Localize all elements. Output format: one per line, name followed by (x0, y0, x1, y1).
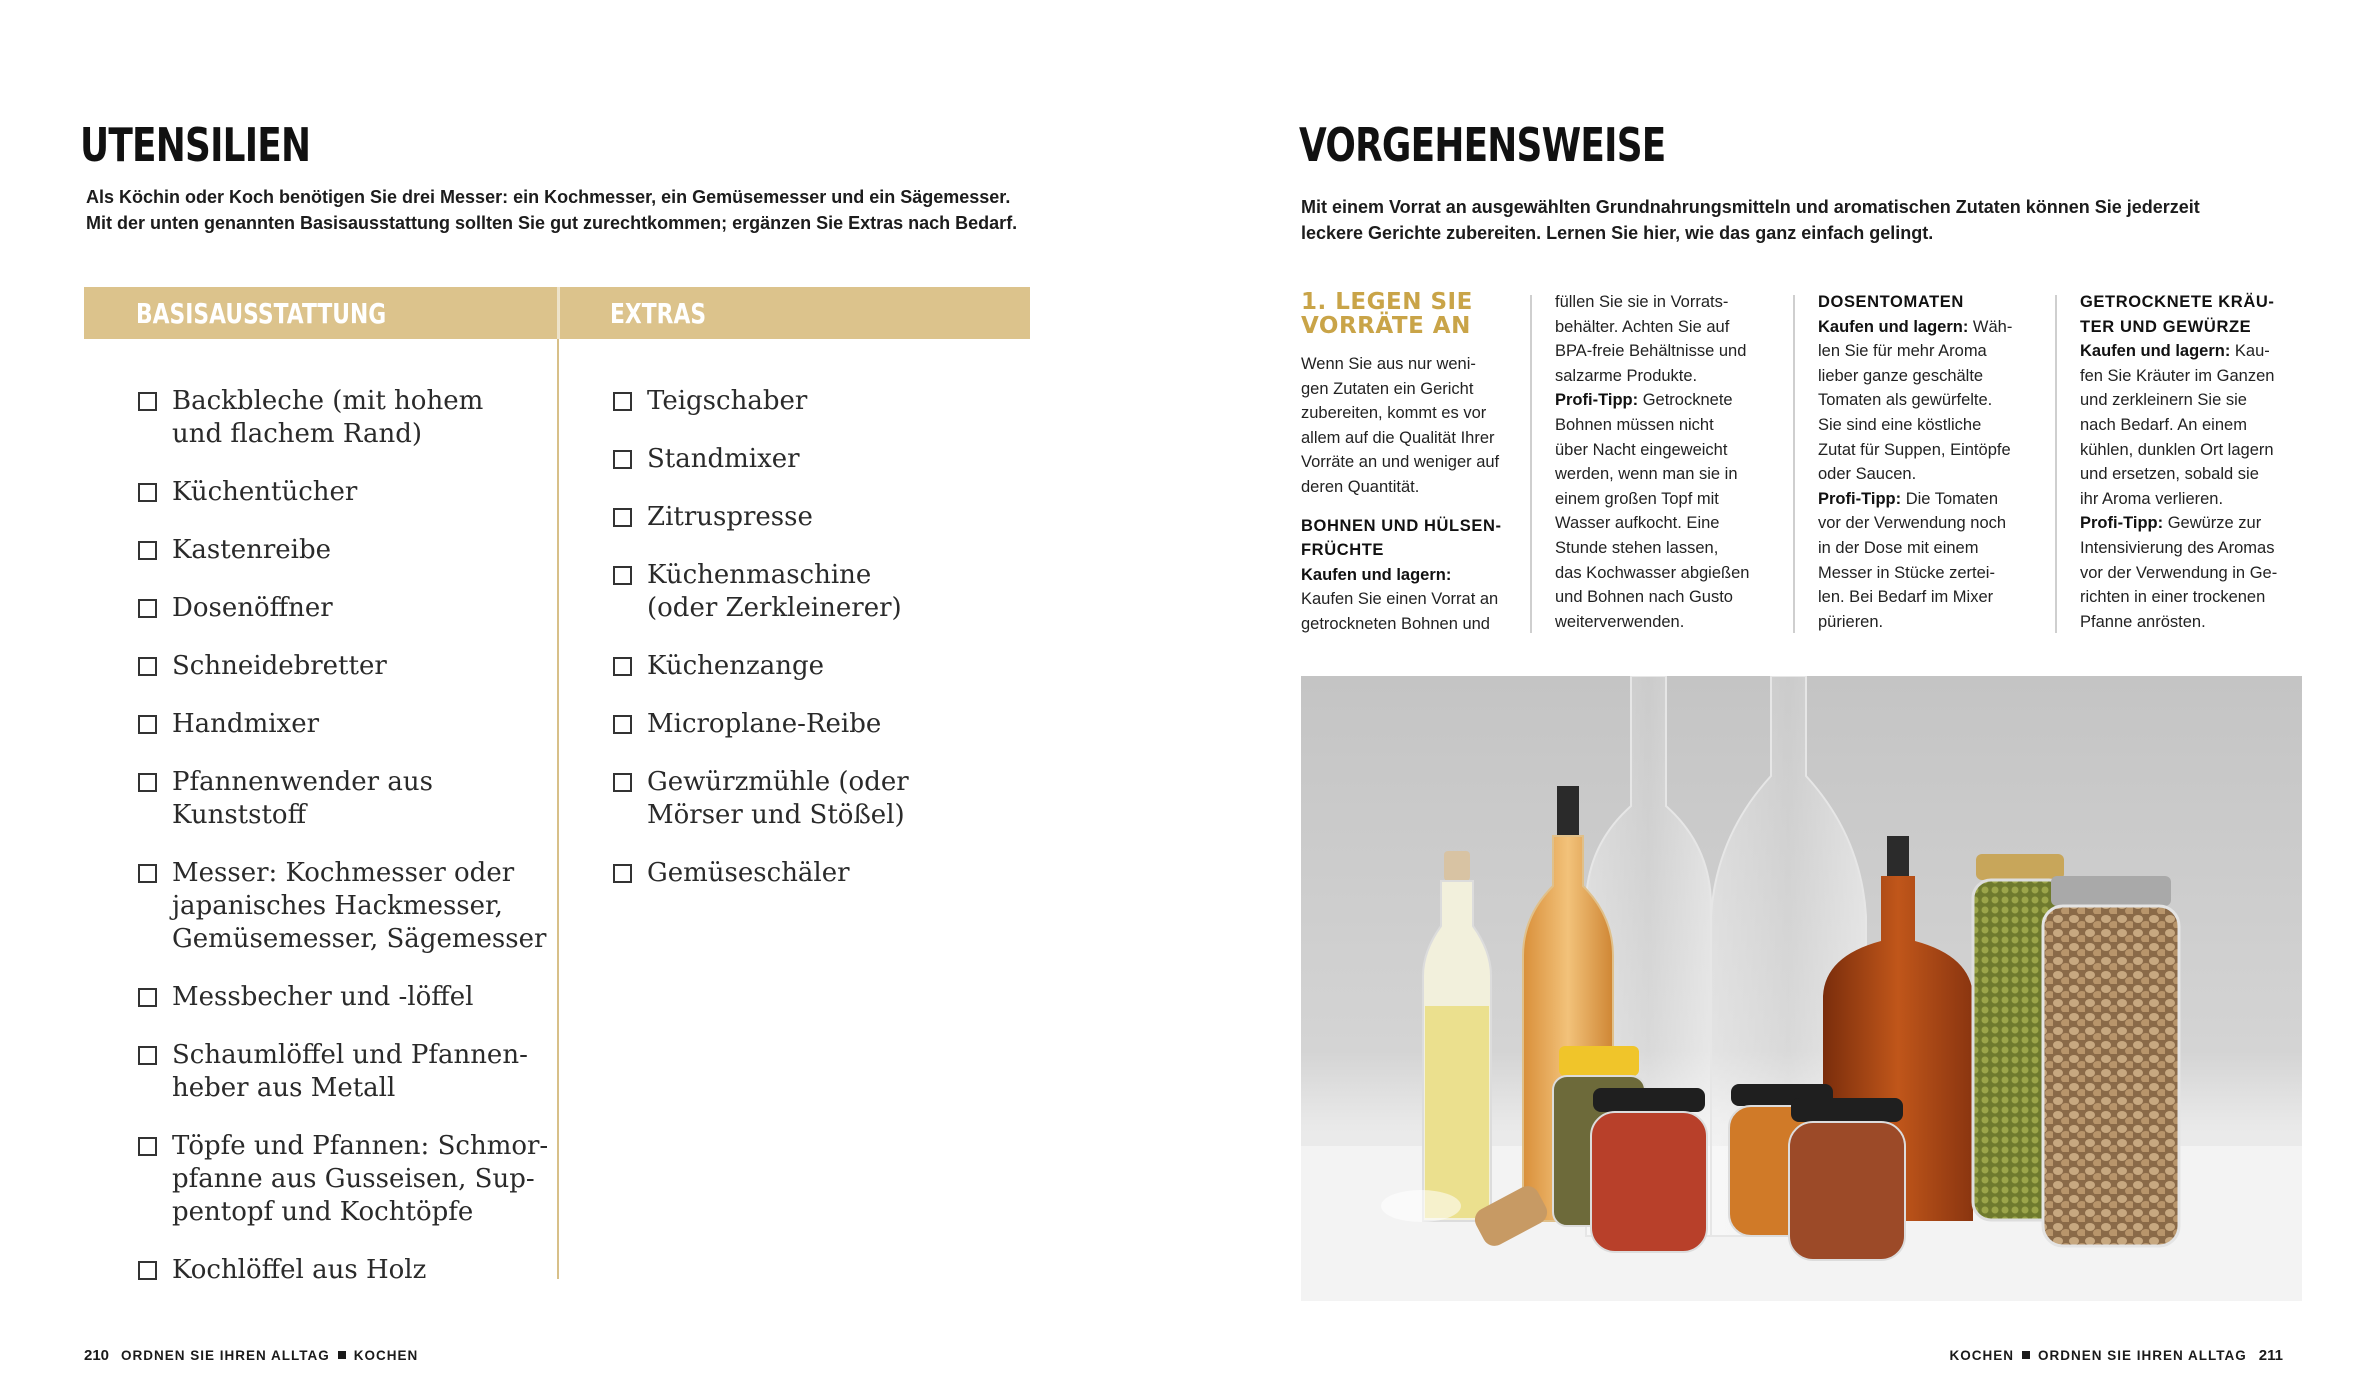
text-column-4 (2080, 290, 2305, 634)
checklist-item (138, 708, 558, 741)
right-footer (1950, 1347, 2283, 1364)
checklist-item-label: Töpfe und Pfannen: Schmor- pfanne aus Gusseisen, Sup- pentopf und Kochtöpfe (172, 1131, 549, 1227)
checklist-item (613, 650, 1013, 683)
buy-store-label: Kaufen und lagern: (1818, 317, 1969, 336)
checkbox-icon[interactable] (613, 392, 632, 411)
footer-section: ORDNEN SIE IHREN ALLTAG (121, 1348, 330, 1363)
text-column-1 (1301, 290, 1521, 637)
text-column-3 (1818, 290, 2038, 634)
checklist-item (138, 476, 558, 509)
beans-subhead: BOHNEN UND HÜLSEN- FRÜCHTE (1301, 516, 1502, 560)
checklist-item (138, 1254, 558, 1287)
beans-text-continued: füllen Sie sie in Vorrats- behälter. Achten Sie auf BPA-freie Behältnisse und salzarme Produkte. (1555, 293, 1747, 385)
left-footer (84, 1347, 418, 1364)
checklist-item-label: Gemüseschäler (647, 858, 850, 888)
herbs-body: Kau- fen Sie Kräuter im Ganzen und zerkleinern Sie sie nach Bedarf. An einem kühlen, dunklen Ort lagern und ersetzen, sobald sie ihr Aroma verlieren. (2080, 342, 2275, 508)
tip-label: Profi-Tipp: (1818, 489, 1902, 508)
tomatoes-body: Wäh- len Sie für mehr Aroma lieber ganze geschälte Tomaten als gewürfelte. Sie sind eine köstliche Zutat für Suppen, Eintöpfe oder Saucen. (1818, 317, 2013, 484)
tomatoes-subhead: DOSENTOMATEN (1818, 293, 1964, 311)
checkbox-icon[interactable] (138, 1261, 157, 1280)
step-title-line: VORRÄTE AN (1301, 313, 1471, 339)
spice-jar-lid (1593, 1088, 1705, 1112)
checkbox-icon[interactable] (613, 715, 632, 734)
page-number: 211 (2258, 1347, 2283, 1364)
checklist-item (138, 981, 558, 1014)
step-title (1301, 290, 1521, 338)
checkbox-icon[interactable] (138, 1046, 157, 1065)
checklist-item-label: Teigschaber (647, 386, 808, 416)
checkbox-icon[interactable] (138, 1137, 157, 1156)
checklist-item (613, 385, 1013, 418)
checklist-item (613, 501, 1013, 534)
utensilien-title: UTENSILIEN (80, 118, 311, 172)
herbs-subhead: GETROCKNETE KRÄU- TER UND GEWÜRZE (2080, 293, 2275, 336)
checkbox-icon[interactable] (613, 566, 632, 585)
checklist-item (138, 766, 558, 832)
basis-checklist (138, 385, 558, 1312)
checklist-item-label: Kochlöffel aus Holz (172, 1255, 427, 1285)
checklist-item-label: Microplane-Reibe (647, 709, 882, 739)
cork-stopper (1444, 851, 1470, 881)
checklist-item-label: Pfannenwender aus Kunststoff (172, 767, 433, 830)
checkbox-icon[interactable] (138, 657, 157, 676)
yellow-jar-lid (1559, 1046, 1639, 1076)
checklist-item-label: Schaumlöffel und Pfannen- heber aus Metall (172, 1040, 528, 1103)
checklist-item (138, 1130, 558, 1229)
checklist-item-label: Backbleche (mit hohem und flachem Rand) (172, 386, 484, 449)
checklist-item (138, 1039, 558, 1105)
checklist-item (613, 857, 1013, 890)
extras-header: EXTRAS (610, 297, 707, 330)
vorgehensweise-title: VORGEHENSWEISE (1299, 118, 1666, 172)
checkbox-icon[interactable] (613, 773, 632, 792)
checklist-item-label: Standmixer (647, 444, 800, 474)
chickpeas-jar (2043, 906, 2179, 1246)
step-body: Wenn Sie aus nur weni- gen Zutaten ein Gericht zubereiten, kommt es vor allem auf die Qualität Ihrer Vorräte an und weniger auf deren Quantität. (1301, 355, 1500, 496)
tomatoes-text (1818, 315, 2038, 487)
checkbox-icon[interactable] (138, 599, 157, 618)
light-reflection (1381, 1190, 1461, 1222)
utensilien-intro (86, 184, 1086, 236)
checkbox-icon[interactable] (138, 483, 157, 502)
column-rule (1793, 295, 1795, 633)
checklist-item-label: Gewürzmühle (oder Mörser und Stößel) (647, 767, 909, 830)
intro-line: Mit der unten genannten Basisausstattung sollten Sie gut zurechtkommen; ergänzen Sie Extras nach Bedarf. (86, 213, 1018, 233)
column-rule (2055, 295, 2057, 633)
square-separator-icon (338, 1351, 346, 1359)
herbs-text (2080, 339, 2305, 511)
cinnamon-jar (1789, 1122, 1905, 1260)
footer-chapter: KOCHEN (353, 1348, 419, 1363)
tip-label: Profi-Tipp: (1555, 391, 1639, 410)
checklist-item (138, 592, 558, 625)
paprika-jar (1591, 1112, 1707, 1252)
checkbox-icon[interactable] (138, 988, 157, 1007)
checkbox-icon[interactable] (613, 450, 632, 469)
page-number: 210 (84, 1347, 110, 1364)
checklist-item (613, 443, 1013, 476)
checklist-item-label: Handmixer (172, 709, 320, 739)
checkbox-icon[interactable] (138, 392, 157, 411)
beans-text: Kaufen Sie einen Vorrat an getrockneten Bohnen und (1301, 590, 1499, 633)
checklist-item-label: Zitruspresse (647, 502, 813, 532)
checklist-item-label: Schneidebretter (172, 651, 387, 681)
checkbox-icon[interactable] (138, 715, 157, 734)
jars-illustration (1301, 676, 2302, 1301)
checkbox-icon[interactable] (138, 541, 157, 560)
checklist-item (613, 766, 1013, 832)
checklist-item-label: Messer: Kochmesser oder japanisches Hackmesser, Gemüsemesser, Sägemesser (172, 858, 547, 954)
checklist-item-label: Dosenöffner (172, 593, 333, 623)
checklist-item-label: Messbecher und -löffel (172, 982, 474, 1012)
checklist-item-label: Küchenmaschine (oder Zerkleinerer) (647, 560, 902, 623)
checkbox-icon[interactable] (613, 657, 632, 676)
checkbox-icon[interactable] (613, 508, 632, 527)
checklist-item-label: Küchentücher (172, 477, 358, 507)
footer-section: ORDNEN SIE IHREN ALLTAG (2038, 1348, 2247, 1363)
buy-store-label: Kaufen und lagern: (2080, 342, 2231, 361)
column-rule (1530, 295, 1532, 633)
extras-checklist (613, 385, 1013, 915)
checklist-item (138, 857, 558, 956)
tip-text: Getrocknete Bohnen müssen nicht über Nacht eingeweicht werden, wenn man sie in einem großen Topf mit Wasser aufkocht. Eine Stunde stehen lassen, das Kochwasser abgießen und Bohnen nach Gusto weiterverwenden. (1555, 391, 1750, 631)
pantry-jars-photo (1301, 676, 2302, 1301)
beans-tip (1555, 388, 1775, 634)
tip-text: Gewürze zur Intensivierung des Aromas vor der Verwendung in Ge- richten in einer trockenen Pfanne anrösten. (2080, 514, 2278, 631)
checklist-item (613, 708, 1013, 741)
tip-text: Die Tomaten vor der Verwendung noch in der Dose mit einem Messer in Stücke zertei- len. Bei Bedarf im Mixer pürieren. (1818, 489, 2007, 631)
text-column-2 (1555, 290, 1775, 634)
peas-jar-lid (1976, 854, 2064, 880)
spice-jar-lid (1791, 1098, 1903, 1122)
intro-line: Als Köchin oder Koch benötigen Sie drei Messer: ein Kochmesser, ein Gemüsemesser und ein Sägemesser. (86, 187, 1011, 207)
vorgehensweise-intro (1301, 194, 2301, 246)
checkbox-icon[interactable] (138, 864, 157, 883)
intro-line: Mit einem Vorrat an ausgewählten Grundnahrungsmitteln und aromatischen Zutaten können Sie jederzeit (1301, 197, 2200, 217)
checkbox-icon[interactable] (138, 773, 157, 792)
basis-header: BASISAUSSTATTUNG (136, 297, 387, 330)
step-title-line: 1. LEGEN SIE (1301, 289, 1473, 315)
herbs-tip (2080, 511, 2305, 634)
checklist-item (138, 650, 558, 683)
tomatoes-tip (1818, 487, 2038, 635)
checklist-item-label: Kastenreibe (172, 535, 332, 565)
square-separator-icon (2022, 1351, 2030, 1359)
amber-pourer (1887, 836, 1909, 876)
olive-oil (1425, 1006, 1489, 1218)
checklist-item (138, 534, 558, 567)
footer-chapter: KOCHEN (1949, 1348, 2015, 1363)
header-divider (557, 287, 560, 339)
intro-line: leckere Gerichte zubereiten. Lernen Sie hier, wie das ganz einfach gelingt. (1301, 223, 1934, 243)
tip-label: Profi-Tipp: (2080, 514, 2164, 533)
beans-jar-lid (2051, 876, 2171, 906)
checkbox-icon[interactable] (613, 864, 632, 883)
checklist-item (613, 559, 1013, 625)
checklist-item (138, 385, 558, 451)
buy-store-label: Kaufen und lagern: (1301, 565, 1452, 584)
pourer-spout (1557, 786, 1579, 836)
checklist-item-label: Küchenzange (647, 651, 825, 681)
